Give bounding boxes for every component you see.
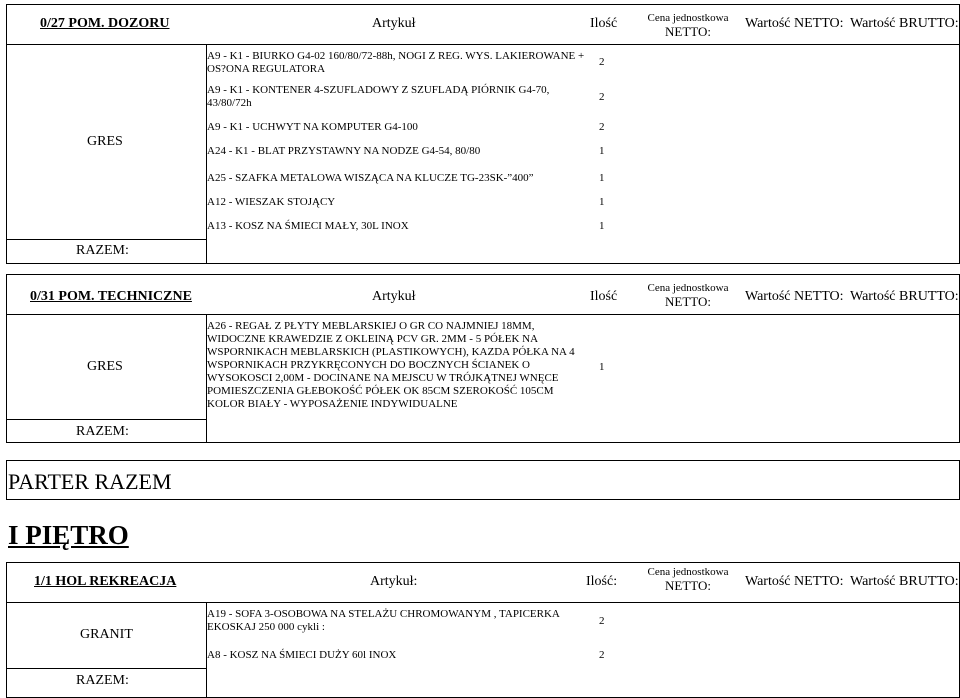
item-qty: 2 [599, 91, 605, 103]
item-article: A25 - SZAFKA METALOWA WISZĄCA NA KLUCZE TG-23SK-”400” [207, 172, 534, 184]
item-article: A9 - K1 - BIURKO G4-02 160/80/72-88h, NOGI Z REG. WYS. LAKIEROWANE + OS?ONA REGULATORA [207, 50, 585, 75]
item-qty: 1 [599, 196, 605, 208]
item-article: A9 - K1 - UCHWYT NA KOMPUTER G4-100 [207, 121, 418, 133]
parter-total-label: PARTER RAZEM [8, 469, 172, 494]
item-qty: 1 [599, 145, 605, 157]
room-title: 1/1 HOL REKREACJA [34, 574, 177, 589]
floor-title: I PIĘTRO [8, 520, 129, 550]
header-net: Wartość NETTO: [745, 574, 844, 589]
item-article: A12 - WIESZAK STOJĄCY [207, 196, 336, 208]
item-qty: 2 [599, 615, 605, 627]
material-label: GRES [87, 134, 123, 149]
room-title: 0/27 POM. DOZORU [40, 16, 170, 31]
item-article: A13 - KOSZ NA ŚMIECI MAŁY, 30L INOX [207, 220, 409, 232]
item-qty: 2 [599, 649, 605, 661]
header-qty: Ilość [590, 289, 618, 304]
item-qty: 1 [599, 220, 605, 232]
header-article: Artykuł [372, 289, 416, 304]
header-article: Artykuł: [370, 574, 418, 589]
item-qty: 2 [599, 121, 605, 133]
header-article: Artykuł [372, 16, 416, 31]
material-label: GRES [87, 359, 123, 374]
item-article: A9 - K1 - KONTENER 4-SZUFLADOWY Z SZUFLADĄ PIÓRNIK G4-70, 43/80/72h [207, 84, 550, 109]
header-unit-price: Cena jednostkowa NETTO: [647, 282, 729, 309]
header-net: Wartość NETTO: [745, 16, 844, 31]
item-article: A19 - SOFA 3-OSOBOWA NA STELAŻU CHROMOWANYM , TAPICERKA EKOSKAJ 250 000 cykli : [207, 608, 560, 633]
header-unit-price: Cena jednostkowa NETTO: [647, 12, 729, 39]
header-qty: Ilość [590, 16, 618, 31]
header-unit-price: Cena jednostkowa NETTO: [647, 566, 729, 593]
total-label: RAZEM: [76, 424, 129, 439]
header-gross: Wartość BRUTTO: [850, 16, 959, 31]
item-qty: 1 [599, 361, 605, 373]
item-article: A8 - KOSZ NA ŚMIECI DUŻY 60l INOX [207, 649, 397, 661]
item-qty: 1 [599, 172, 605, 184]
total-label: RAZEM: [76, 243, 129, 258]
total-label: RAZEM: [76, 673, 129, 688]
header-net: Wartość NETTO: [745, 289, 844, 304]
header-gross: Wartość BRUTTO: [850, 289, 959, 304]
header-gross: Wartość BRUTTO: [850, 574, 959, 589]
material-label: GRANIT [80, 627, 133, 642]
item-qty: 2 [599, 56, 605, 68]
header-qty: Ilość: [586, 574, 618, 589]
room-title: 0/31 POM. TECHNICZNE [30, 289, 192, 304]
item-article: A26 - REGAŁ Z PŁYTY MEBLARSKIEJ O GR CO NAJMNIEJ 18MM, WIDOCZNE KRAWEDZIE Z OKLEINĄ PCV GR. 2MM - 5 PÓŁEK NA WSPORNIKACH MEBLARSKICH (PLASTIKOWYCH), KAZDA PÓŁKA NA 4 WSPORNIKACH PRZYKRĘCONYCH DO BOCZNYCH ŚCIANEK O WYSOKOSCI 2,00M - DOCINANE NA MEJSCU W TRÓJKĄTNEJ WNĘCE POMIESZCZENIA GŁEBOKOŚĆ PÓŁEK OK 85CM SZEROKOŚĆ 105CM KOLOR BIAŁY - WYPOSAŻENIE INDYWIDUALNE [207, 320, 575, 410]
item-article: A24 - K1 - BLAT PRZYSTAWNY NA NODZE G4-54, 80/80 [207, 145, 481, 157]
